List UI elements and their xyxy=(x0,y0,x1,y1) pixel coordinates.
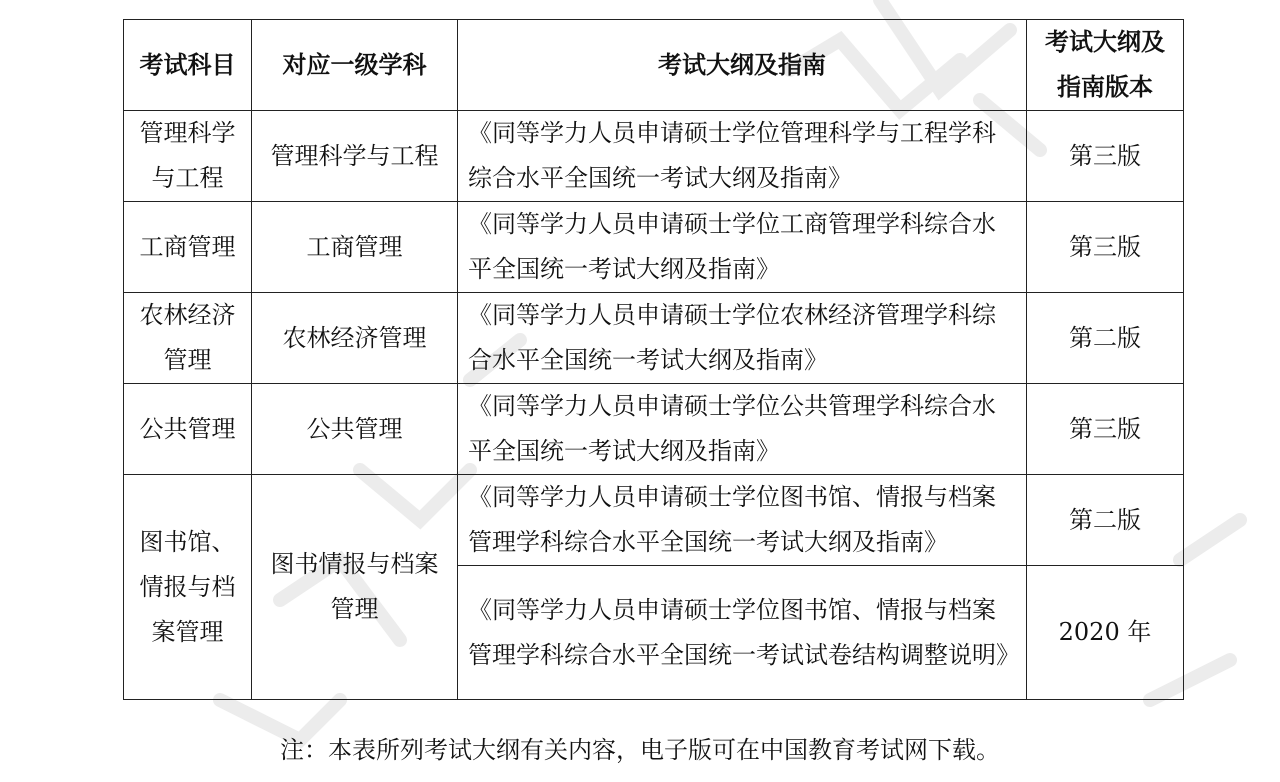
table-header-row xyxy=(124,20,1184,111)
discipline-cell: 管理科学与工程 xyxy=(252,111,458,202)
header-subject: 考试科目 xyxy=(124,20,252,111)
version-cell: 第三版 xyxy=(1027,111,1184,202)
table-row xyxy=(124,384,1184,475)
guide-cell: 《同等学力人员申请硕士学位公共管理学科综合水平全国统一考试大纲及指南》 xyxy=(458,384,1027,475)
header-discipline: 对应一级学科 xyxy=(252,20,458,111)
discipline-cell: 农林经济管理 xyxy=(252,293,458,384)
discipline-cell: 工商管理 xyxy=(252,202,458,293)
version-cell: 第三版 xyxy=(1027,202,1184,293)
guide-cell: 《同等学力人员申请硕士学位图书馆、情报与档案管理学科综合水平全国统一考试试卷结构调整说明》 xyxy=(458,566,1027,700)
table-note: 注：本表所列考试大纲有关内容，电子版可在中国教育考试网下载。 xyxy=(280,736,1000,764)
guide-cell: 《同等学力人员申请硕士学位管理科学与工程学科综合水平全国统一考试大纲及指南》 xyxy=(458,111,1027,202)
subject-cell: 管理科学与工程 xyxy=(124,111,252,202)
discipline-cell: 图书情报与档案管理 xyxy=(252,475,458,700)
header-version: 考试大纲及指南版本 xyxy=(1027,20,1184,111)
subject-cell: 公共管理 xyxy=(124,384,252,475)
subject-cell: 农林经济管理 xyxy=(124,293,252,384)
table-row xyxy=(124,202,1184,293)
subject-cell: 工商管理 xyxy=(124,202,252,293)
table-row xyxy=(124,111,1184,202)
table-row xyxy=(124,293,1184,384)
header-guide: 考试大纲及指南 xyxy=(458,20,1027,111)
version-cell: 第二版 xyxy=(1027,475,1184,566)
subject-cell: 图书馆、情报与档案管理 xyxy=(124,475,252,700)
guide-cell: 《同等学力人员申请硕士学位农林经济管理学科综合水平全国统一考试大纲及指南》 xyxy=(458,293,1027,384)
version-cell: 第三版 xyxy=(1027,384,1184,475)
version-cell: 2020 年 xyxy=(1027,566,1184,700)
discipline-cell: 公共管理 xyxy=(252,384,458,475)
version-cell: 第二版 xyxy=(1027,293,1184,384)
table-row xyxy=(124,475,1184,566)
exam-table xyxy=(123,19,1184,700)
guide-cell: 《同等学力人员申请硕士学位工商管理学科综合水平全国统一考试大纲及指南》 xyxy=(458,202,1027,293)
guide-cell: 《同等学力人员申请硕士学位图书馆、情报与档案管理学科综合水平全国统一考试大纲及指南》 xyxy=(458,475,1027,566)
